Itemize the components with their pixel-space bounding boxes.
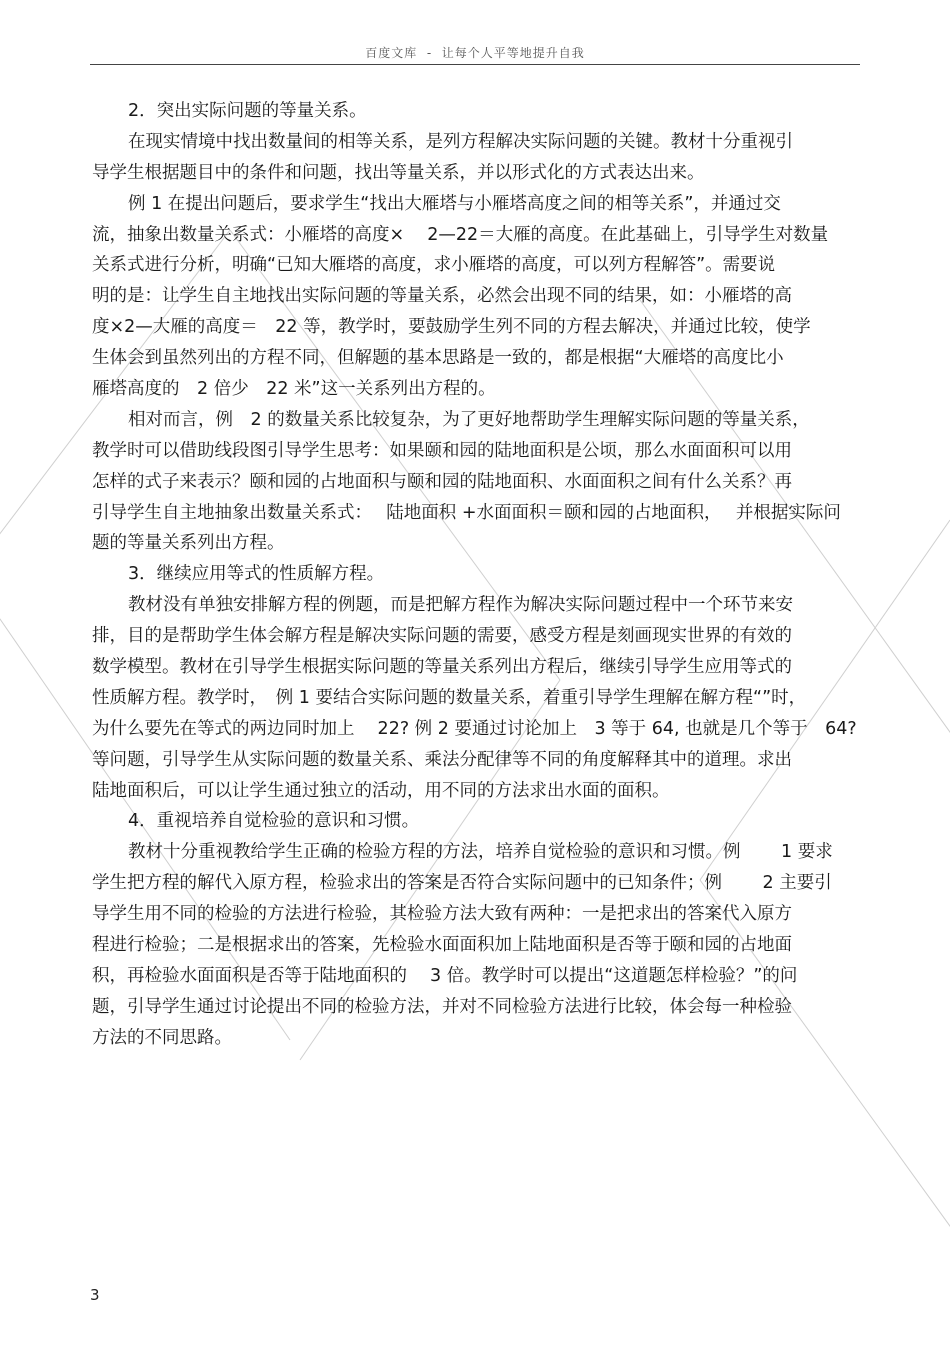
paragraph-line: 生体会到虽然列出的方程不同，但解题的基本思路是一致的，都是根据“大雁塔的高度比小 — [92, 348, 784, 369]
paragraph-line: 程进行检验；二是根据求出的答案，先检验水面面积加上陆地面积是否等于颐和园的占地面 — [92, 935, 792, 956]
paragraph-line: 等问题，引导学生从实际问题的数量关系、乘法分配律等不同的角度解释其中的道理。求出 — [92, 749, 792, 770]
paragraph-line: 在现实情境中找出数量间的相等关系，是列方程解决实际问题的关键。教材十分重视引 — [128, 131, 793, 152]
paragraph-line: 相对而言，例 2 的数量关系比较复杂，为了更好地帮助学生理解实际问题的等量关系， — [128, 409, 810, 430]
paragraph-line: 例 1 在提出问题后，要求学生“找出大雁塔与小雁塔高度之间的相等关系”，并通过交 — [128, 193, 781, 214]
header-divider — [90, 64, 860, 65]
paragraph-line: 明的是：让学生自主地找出实际问题的等量关系，必然会出现不同的结果，如：小雁塔的高 — [92, 286, 792, 307]
paragraph-line: 陆地面积后，可以让学生通过独立的活动，用不同的方法求出水面的面积。 — [92, 780, 670, 801]
section-heading: 3．继续应用等式的性质解方程。 — [128, 564, 385, 585]
paragraph-line: 雁塔高度的 2 倍少 22 米”这一关系列出方程的。 — [92, 379, 496, 400]
section-heading: 2．突出实际问题的等量关系。 — [128, 101, 367, 121]
paragraph-line: 教学时可以借助线段图引导学生思考：如果颐和园的陆地面积是公顷，那么水面面积可以用 — [92, 440, 792, 461]
paragraph-line: 题，引导学生通过讨论提出不同的检验方法，并对不同检验方法进行比较，体会每一种检验 — [92, 996, 792, 1017]
paragraph-line: 关系式进行分析，明确“已知大雁塔的高度，求小雁塔的高度，可以列方程解答”。需要说 — [92, 255, 776, 276]
paragraph-line: 教材十分重视教给学生正确的检验方程的方法，培养自觉检验的意识和习惯。例 1 要求 — [128, 842, 833, 863]
paragraph-line: 流，抽象出数量关系式：小雁塔的高度× 2—22＝大雁的高度。在此基础上，引导学生对数量 — [92, 224, 829, 245]
paragraph-line: 为什么要先在等式的两边同时加上 22? 例 2 要通过讨论加上 3 等于 64, 也就是几个等于 64? — [92, 718, 857, 739]
paragraph-line: 题的等量关系列出方程。 — [92, 533, 285, 554]
paragraph-line: 方法的不同思路。 — [92, 1027, 232, 1048]
document-body — [92, 96, 860, 1054]
paragraph-line: 度×2—大雁的高度＝ 22 等，教学时，要鼓励学生列不同的方程去解决，并通过比较，使学 — [92, 317, 811, 338]
paragraph-line: 引导学生自主地抽象出数量关系式： 陆地面积 +水面面积＝颐和园的占地面积， 并根据实际问 — [92, 502, 841, 523]
paragraph-line: 怎样的式子来表示？颐和园的占地面积与颐和园的陆地面积、水面面积之间有什么关系？再 — [92, 471, 792, 492]
paragraph-line: 排，目的是帮助学生体会解方程是解决实际问题的需要，感受方程是刻画现实世界的有效的 — [92, 626, 792, 647]
section-heading: 4．重视培养自觉检验的意识和习惯。 — [128, 811, 420, 832]
paragraph-line: 导学生根据题目中的条件和问题，找出等量关系，并以形式化的方式表达出来。 — [92, 162, 705, 183]
paragraph-line: 性质解方程。教学时， 例 1 要结合实际问题的数量关系，着重引导学生理解在解方程“”时， — [92, 687, 807, 708]
page-header: 百度文库 - 让每个人平等地提升自我 — [365, 46, 585, 60]
paragraph-line: 学生把方程的解代入原方程，检验求出的答案是否符合实际问题中的已知条件；例 2 主要引 — [92, 873, 832, 894]
paragraph-line: 积，再检验水面面积是否等于陆地面积的 3 倍。教学时可以提出“这道题怎样检验？”的问 — [92, 965, 798, 986]
paragraph-line: 数学模型。教材在引导学生根据实际问题的等量关系列出方程后，继续引导学生应用等式的 — [92, 657, 792, 678]
page-number: 3 — [90, 1286, 100, 1304]
paragraph-line: 教材没有单独安排解方程的例题，而是把解方程作为解决实际问题过程中一个环节来安 — [128, 595, 793, 616]
paragraph-line: 导学生用不同的检验的方法进行检验，其检验方法大致有两种：一是把求出的答案代入原方 — [92, 904, 792, 925]
